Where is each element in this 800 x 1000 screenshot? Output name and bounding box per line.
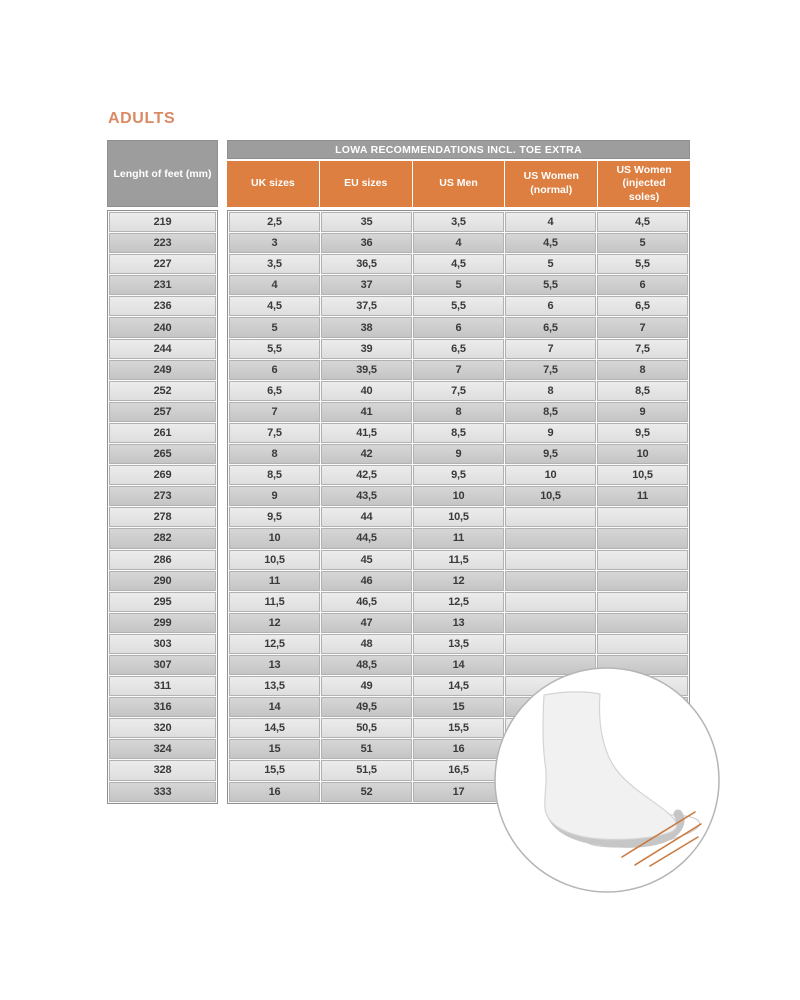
length-cell: 311 <box>109 676 216 696</box>
page-title: ADULTS <box>108 110 176 127</box>
size-cell: 17 <box>413 782 504 802</box>
size-cell <box>505 550 596 570</box>
length-cell: 286 <box>109 550 216 570</box>
size-cell <box>505 592 596 612</box>
size-cell: 4 <box>413 233 504 253</box>
size-cell: 37 <box>321 275 412 295</box>
size-cell: 37,5 <box>321 296 412 316</box>
length-cell: 219 <box>109 212 216 232</box>
size-cell: 51 <box>321 739 412 759</box>
size-cell <box>597 634 688 654</box>
size-cell: 13 <box>413 613 504 633</box>
size-cell: 10,5 <box>505 486 596 506</box>
size-cell: 14 <box>413 655 504 675</box>
length-cell: 252 <box>109 381 216 401</box>
size-cell: 14 <box>229 697 320 717</box>
size-cell: 9,5 <box>229 507 320 527</box>
size-cell: 9,5 <box>505 444 596 464</box>
size-cell: 51,5 <box>321 760 412 780</box>
size-cell: 7 <box>413 360 504 380</box>
size-cell: 40 <box>321 381 412 401</box>
size-cell <box>597 592 688 612</box>
size-cell: 6,5 <box>505 317 596 337</box>
size-cell: 7,5 <box>505 360 596 380</box>
length-cell: 316 <box>109 697 216 717</box>
table-title-bar: LOWA RECOMMENDATIONS INCL. TOE EXTRA <box>227 140 690 159</box>
size-cell: 13,5 <box>413 634 504 654</box>
size-cell: 5,5 <box>505 275 596 295</box>
length-cell: 227 <box>109 254 216 274</box>
size-cell: 15,5 <box>229 760 320 780</box>
size-cell: 11,5 <box>413 550 504 570</box>
size-cell: 7 <box>229 402 320 422</box>
foot-toe-extra-illustration <box>492 665 722 895</box>
size-cell: 46,5 <box>321 592 412 612</box>
length-cell: 328 <box>109 760 216 780</box>
size-cell: 4 <box>505 212 596 232</box>
size-cell: 11 <box>597 486 688 506</box>
size-cell: 7,5 <box>229 423 320 443</box>
size-cell: 9,5 <box>597 423 688 443</box>
length-cell: 282 <box>109 528 216 548</box>
size-cell: 16 <box>229 782 320 802</box>
size-cell: 7,5 <box>597 339 688 359</box>
length-cell: 333 <box>109 782 216 802</box>
length-cell: 240 <box>109 317 216 337</box>
size-cell: 35 <box>321 212 412 232</box>
length-cell: 257 <box>109 402 216 422</box>
size-cell: 10,5 <box>597 465 688 485</box>
length-cell: 244 <box>109 339 216 359</box>
size-cell: 11 <box>229 571 320 591</box>
length-cell: 324 <box>109 739 216 759</box>
length-cell: 320 <box>109 718 216 738</box>
size-cell: 15 <box>229 739 320 759</box>
size-cell: 9,5 <box>413 465 504 485</box>
size-cell: 13 <box>229 655 320 675</box>
length-column <box>107 140 218 804</box>
size-cell: 44 <box>321 507 412 527</box>
length-cell: 236 <box>109 296 216 316</box>
length-cell: 303 <box>109 634 216 654</box>
size-cell: 10 <box>505 465 596 485</box>
size-cell: 48 <box>321 634 412 654</box>
size-cell <box>597 571 688 591</box>
size-cell: 41,5 <box>321 423 412 443</box>
size-cell: 8,5 <box>505 402 596 422</box>
size-cell: 43,5 <box>321 486 412 506</box>
size-cell: 36,5 <box>321 254 412 274</box>
size-cell: 42,5 <box>321 465 412 485</box>
size-cell: 39 <box>321 339 412 359</box>
size-cell: 8,5 <box>597 381 688 401</box>
size-cell: 49,5 <box>321 697 412 717</box>
size-cell: 39,5 <box>321 360 412 380</box>
size-cell: 49 <box>321 676 412 696</box>
size-cell <box>597 528 688 548</box>
size-cell: 5,5 <box>413 296 504 316</box>
length-column-header: Lenght of feet (mm) <box>107 140 218 207</box>
size-cell <box>597 613 688 633</box>
size-cell: 8,5 <box>413 423 504 443</box>
size-cell: 11 <box>413 528 504 548</box>
column-header-us-men: US Men <box>413 161 505 207</box>
length-cell: 295 <box>109 592 216 612</box>
size-cell <box>597 550 688 570</box>
size-cell: 5 <box>413 275 504 295</box>
size-cell: 8 <box>505 381 596 401</box>
size-cell: 5,5 <box>229 339 320 359</box>
size-cell: 16,5 <box>413 760 504 780</box>
size-cell: 15,5 <box>413 718 504 738</box>
size-cell: 4 <box>229 275 320 295</box>
size-cell: 6,5 <box>229 381 320 401</box>
size-cell: 45 <box>321 550 412 570</box>
size-cell: 10 <box>597 444 688 464</box>
size-cell: 4,5 <box>413 254 504 274</box>
size-cell: 42 <box>321 444 412 464</box>
size-cell: 13,5 <box>229 676 320 696</box>
length-cell: 249 <box>109 360 216 380</box>
size-cell: 4,5 <box>505 233 596 253</box>
size-cell: 6,5 <box>597 296 688 316</box>
size-cell: 15 <box>413 697 504 717</box>
column-header-uk-sizes: UK sizes <box>227 161 319 207</box>
size-cell: 2,5 <box>229 212 320 232</box>
size-cell: 3 <box>229 233 320 253</box>
size-cell: 5 <box>229 317 320 337</box>
size-cell: 8 <box>229 444 320 464</box>
column-header-row <box>227 161 690 207</box>
length-cell: 261 <box>109 423 216 443</box>
size-cell: 8 <box>413 402 504 422</box>
size-cell: 12,5 <box>229 634 320 654</box>
size-cell: 9 <box>229 486 320 506</box>
size-cell: 16 <box>413 739 504 759</box>
size-cell: 10 <box>229 528 320 548</box>
length-cell: 273 <box>109 486 216 506</box>
size-cell: 14,5 <box>413 676 504 696</box>
size-cell: 8,5 <box>229 465 320 485</box>
size-cell: 52 <box>321 782 412 802</box>
size-cell: 10 <box>413 486 504 506</box>
column-header-eu-sizes: EU sizes <box>320 161 412 207</box>
size-cell: 47 <box>321 613 412 633</box>
size-cell <box>505 571 596 591</box>
size-cell: 38 <box>321 317 412 337</box>
size-cell: 48,5 <box>321 655 412 675</box>
size-cell: 10,5 <box>413 507 504 527</box>
size-cell <box>505 528 596 548</box>
size-cell <box>505 634 596 654</box>
size-cell: 44,5 <box>321 528 412 548</box>
column-header-us-women-injected: US Women (injected soles) <box>598 161 690 207</box>
size-cell: 6 <box>597 275 688 295</box>
size-cell: 36 <box>321 233 412 253</box>
size-cell <box>597 507 688 527</box>
size-cell: 6 <box>505 296 596 316</box>
length-column-body <box>107 210 218 804</box>
size-cell: 7,5 <box>413 381 504 401</box>
size-cell: 4,5 <box>229 296 320 316</box>
size-cell <box>505 507 596 527</box>
size-cell: 14,5 <box>229 718 320 738</box>
size-cell: 12 <box>413 571 504 591</box>
size-cell: 11,5 <box>229 592 320 612</box>
size-cell: 9 <box>413 444 504 464</box>
length-cell: 223 <box>109 233 216 253</box>
size-cell: 6,5 <box>413 339 504 359</box>
size-cell: 10,5 <box>229 550 320 570</box>
size-cell: 6 <box>229 360 320 380</box>
length-cell: 299 <box>109 613 216 633</box>
length-cell: 231 <box>109 275 216 295</box>
size-cell: 5,5 <box>597 254 688 274</box>
size-cell: 5 <box>597 233 688 253</box>
size-cell: 9 <box>505 423 596 443</box>
length-cell: 269 <box>109 465 216 485</box>
size-cell: 7 <box>597 317 688 337</box>
size-cell: 46 <box>321 571 412 591</box>
size-cell: 12,5 <box>413 592 504 612</box>
size-cell: 9 <box>597 402 688 422</box>
size-cell: 7 <box>505 339 596 359</box>
length-cell: 290 <box>109 571 216 591</box>
size-cell: 4,5 <box>597 212 688 232</box>
size-cell: 8 <box>597 360 688 380</box>
size-cell: 50,5 <box>321 718 412 738</box>
size-cell: 6 <box>413 317 504 337</box>
size-cell: 41 <box>321 402 412 422</box>
size-cell: 12 <box>229 613 320 633</box>
size-cell: 5 <box>505 254 596 274</box>
size-cell: 3,5 <box>229 254 320 274</box>
size-cell <box>505 613 596 633</box>
size-cell: 3,5 <box>413 212 504 232</box>
length-cell: 265 <box>109 444 216 464</box>
length-cell: 278 <box>109 507 216 527</box>
column-header-us-women-normal: US Women (normal) <box>505 161 597 207</box>
length-cell: 307 <box>109 655 216 675</box>
